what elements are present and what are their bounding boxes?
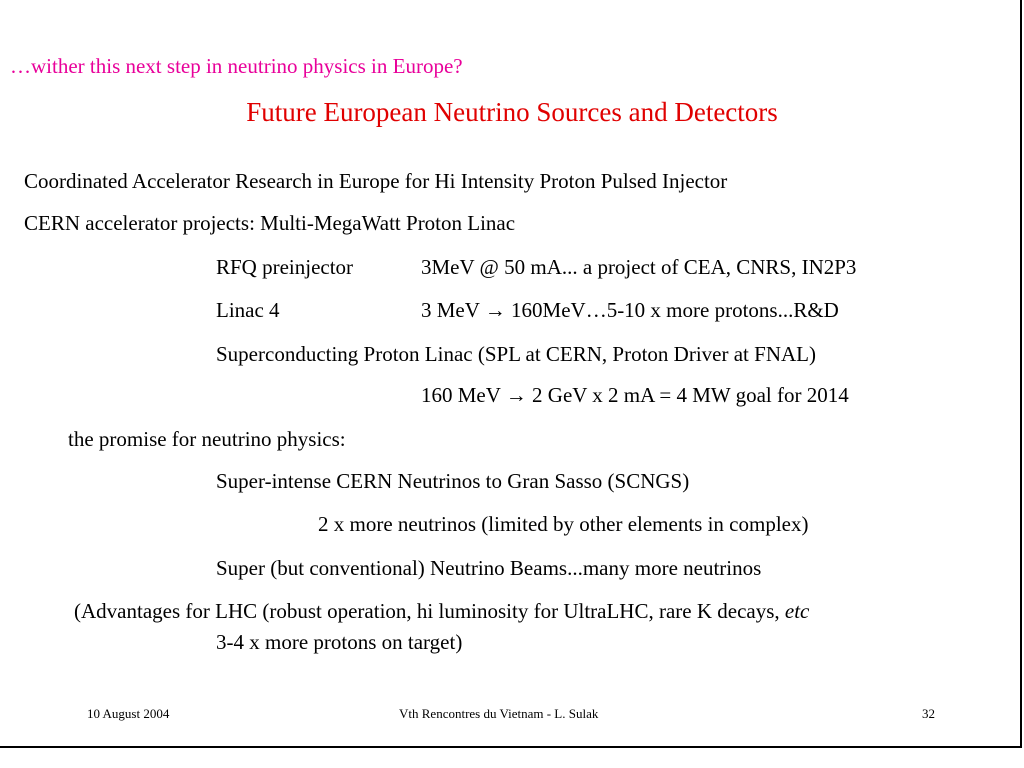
advantages-line bbox=[74, 599, 809, 623]
spl-line: Superconducting Proton Linac (SPL at CERN, Proton Driver at FNAL) bbox=[216, 342, 816, 366]
spl-value: 160 MeV → 2 GeV x 2 mA = 4 MW goal for 2014 bbox=[421, 383, 849, 407]
slide-title: Future European Neutrino Sources and Detectors bbox=[246, 97, 778, 127]
scngs-line: Super-intense CERN Neutrinos to Gran Sasso (SCNGS) bbox=[216, 469, 690, 493]
linac-label: Linac 4 bbox=[216, 298, 280, 322]
scngs-value: 2 x more neutrinos (limited by other elements in complex) bbox=[318, 512, 809, 536]
rfq-label: RFQ preinjector bbox=[216, 255, 354, 279]
body-line-car: Coordinated Accelerator Research in Europe for Hi Intensity Proton Pulsed Injector bbox=[24, 169, 728, 193]
rfq-value: 3MeV @ 50 mA... a project of CEA, CNRS, IN2P3 bbox=[421, 255, 857, 279]
super-beams-line: Super (but conventional) Neutrino Beams...many more neutrinos bbox=[216, 556, 762, 580]
linac-value: 3 MeV → 160MeV…5-10 x more protons...R&D bbox=[421, 298, 839, 322]
body-line-cern-projects: CERN accelerator projects: Multi-MegaWatt Proton Linac bbox=[24, 211, 516, 235]
advantages-text: (Advantages for LHC (robust operation, hi luminosity for UltraLHC, rare K decays, bbox=[74, 599, 785, 623]
footer-event: Vth Rencontres du Vietnam - L. Sulak bbox=[399, 706, 599, 721]
advantages-etc: etc bbox=[784, 599, 810, 623]
pre-title: …wither this next step in neutrino physics in Europe? bbox=[10, 54, 463, 78]
footer-page-number: 32 bbox=[922, 706, 935, 721]
advantages-line-2: 3-4 x more protons on target) bbox=[216, 630, 463, 654]
promise-heading: the promise for neutrino physics: bbox=[68, 427, 346, 451]
footer-date: 10 August 2004 bbox=[87, 706, 170, 721]
